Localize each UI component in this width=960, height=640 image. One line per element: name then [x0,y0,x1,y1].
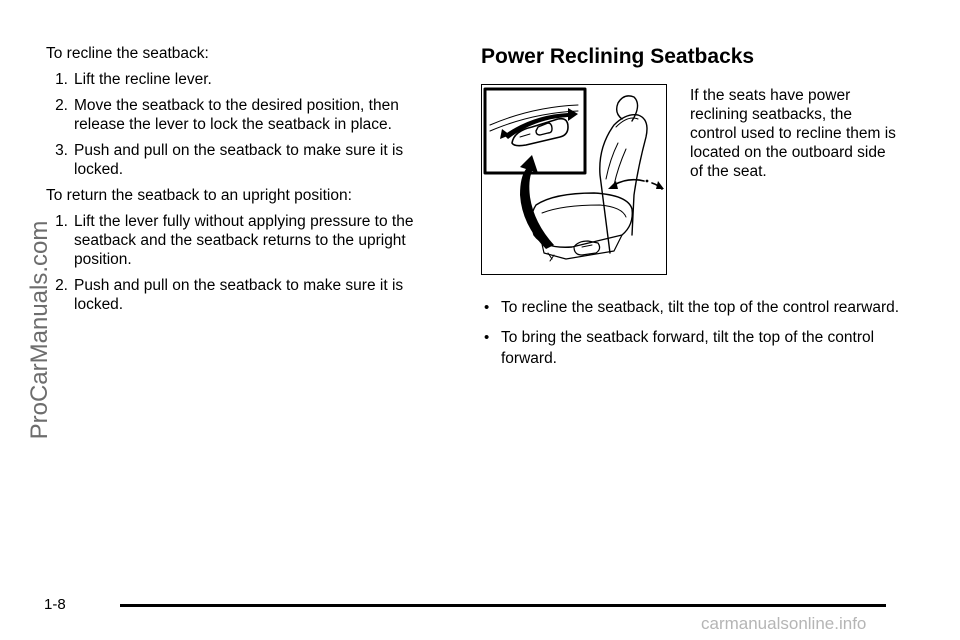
step-text: Lift the lever fully without applying pressure to the seatback and the seatback returns to the upright position. [74,213,414,268]
step-text: Move the seatback to the desired position, then release the lever to lock the seatback in place. [74,97,399,133]
site-watermark: carmanualsonline.info [701,614,867,633]
bullet-text: To bring the seatback forward, tilt the top of the control forward. [501,329,875,367]
figure-caption-text: If the seats have power reclining seatbacks, the control used to recline them is located on the outboard side of the seat. [690,87,896,180]
watermark [10,185,70,475]
recline-intro: To recline the seatback: [46,45,209,62]
step-number: 3. [55,142,68,159]
list-item [46,141,416,179]
step-number: 1. [55,71,68,88]
step-text: Lift the recline lever. [74,71,212,88]
upright-intro: To return the seatback to an upright position: [46,187,352,204]
right-column [481,44,901,378]
step-number: 2. [55,277,68,294]
bullet-icon: • [484,299,490,316]
step-number: 1. [55,213,68,230]
list-item [46,276,416,314]
recline-steps [46,70,416,179]
list-item [481,297,901,318]
step-text: Push and pull on the seatback to make sure it is locked. [74,277,404,313]
page-number: 1-8 [44,596,66,613]
step-text: Push and pull on the seatback to make sure it is locked. [74,142,404,178]
left-column [46,44,416,321]
list-item [46,96,416,134]
list-item [481,327,901,369]
footer-rule [120,604,886,607]
list-item [46,70,416,89]
bullet-text: To recline the seatback, tilt the top of the control rearward. [501,299,900,316]
figure-row [481,84,901,280]
step-number: 2. [55,97,68,114]
list-item [46,212,416,269]
control-bullets [481,297,901,369]
watermark-text: ProCarManuals.com [26,220,53,440]
bullet-icon: • [484,329,490,346]
seat-illustration [481,84,667,275]
upright-steps [46,212,416,314]
section-heading: Power Reclining Seatbacks [481,45,755,68]
